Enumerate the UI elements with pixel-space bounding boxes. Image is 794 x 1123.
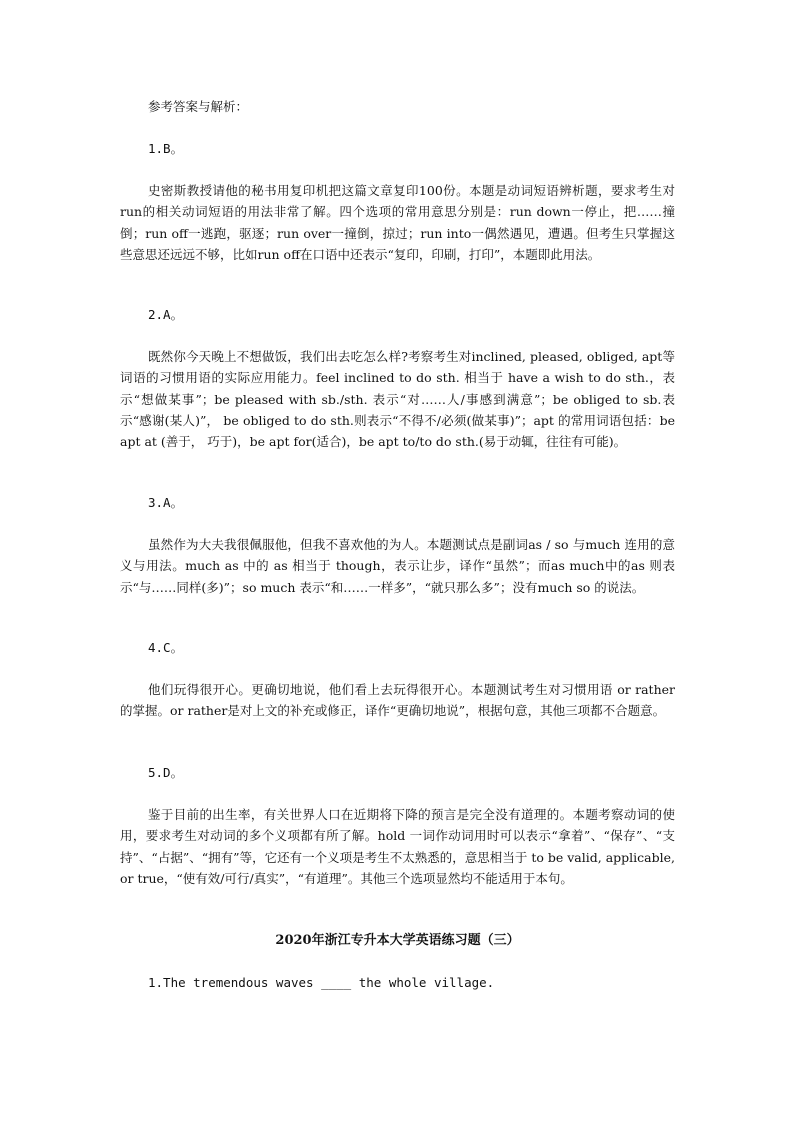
- answer-3-explanation: 虽然作为大夫我很佩服他，但我不喜欢他的为人。本题测试点是副词as / so 与much 连用的意义与用法。much as 中的 as 相当于 though，表示让步，译作“虽然”；而as much中的as 则表示“与……同样(多)”；so much 表示“和……一样多”，“就只那么多”；没有much so 的说法。: [120, 537, 675, 595]
- section-title: 参考答案与解析：: [148, 99, 249, 114]
- next-question: 1.The tremendous waves ____ the whole village.: [148, 975, 495, 990]
- answer-4-explanation: 他们玩得很开心。更确切地说，他们看上去玩得很开心。本题测试考生对习惯用语 or rather 的掌握。or rather是对上文的补充或修正，译作“更确切地说”，根据句意，其他三项都不合题意。: [120, 682, 675, 719]
- answer-5-explanation: 鉴于目前的出生率，有关世界人口在近期将下降的预言是完全没有道理的。本题考察动词的使用，要求考生对动词的多个义项都有所了解。hold 一词作动词用时可以表示“拿着”、“保存”、“支持”、“占据”、“拥有”等，它还有一个义项是考生不太熟悉的，意思相当于 to be valid, applicable, or true，“使有效/可行/真实”，“有道理”。其他三个选项显然均不能适用于本句。: [120, 807, 675, 886]
- answer-2-explanation: 既然你今天晚上不想做饭，我们出去吃怎么样?考察考生对inclined, pleased, obliged, apt等词语的习惯用语的实际应用能力。feel inclined to do sth. 相当于 have a wish to do sth.，表示“想做某事”；be pleased with sb./sth. 表示“对……人/事感到满意”；be obliged to sb.表示“感谢(某人)”， be obliged to do sth.则表示“不得不/必须(做某事)”；apt 的常用词语包括：be apt at (善于， 巧于)，be apt for(适合)，be apt to/to do sth.(易于动辄，往往有可能)。: [120, 349, 675, 450]
- answer-3-label: 3.A。: [148, 495, 184, 510]
- answer-2-label: 2.A。: [148, 307, 184, 322]
- answer-1-explanation: 史密斯教授请他的秘书用复印机把这篇文章复印100份。本题是动词短语辨析题，要求考生对run的相关动词短语的用法非常了解。四个选项的常用意思分别是：run down一停止，把……撞倒；run off一逃跑，驱逐；run over一撞倒，掠过；run into一偶然遇见，遭遇。但考生只掌握这些意思还远远不够，比如run off在口语中还表示“复印，印刷，打印”，本题即此用法。: [120, 183, 675, 262]
- answer-1-label: 1.B。: [148, 141, 184, 156]
- answer-5-label: 5.D。: [148, 765, 184, 780]
- next-section-heading: 2020年浙江专升本大学英语练习题（三）: [275, 933, 520, 948]
- answer-4-label: 4.C。: [148, 640, 184, 655]
